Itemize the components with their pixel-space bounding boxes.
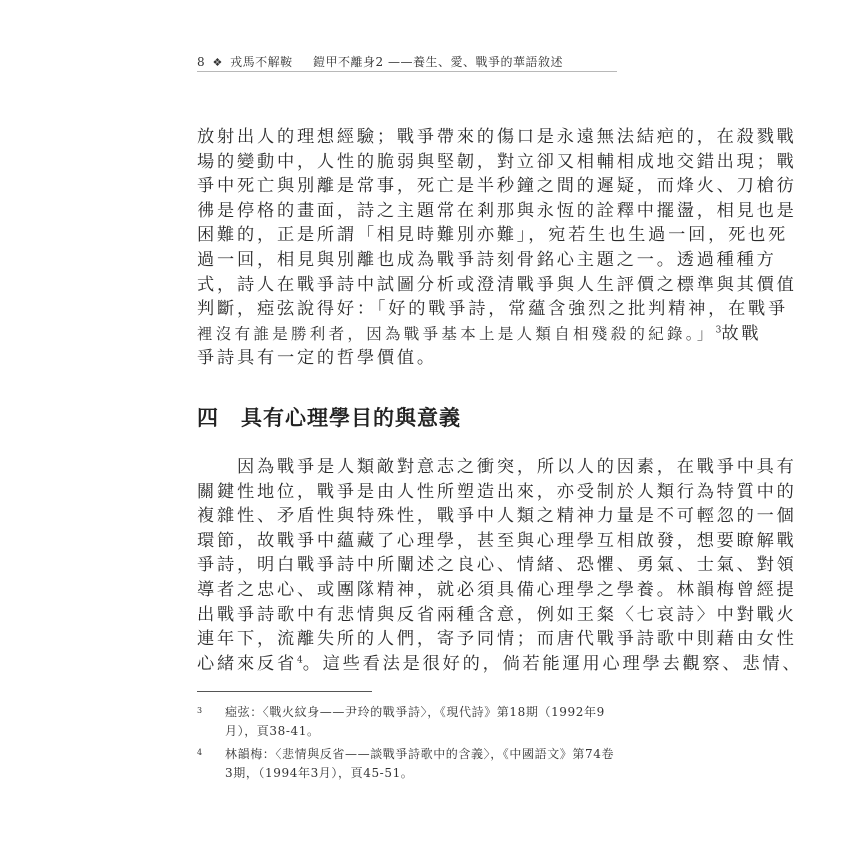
paragraph-1 [197, 125, 797, 371]
page-number: 8 [197, 55, 206, 69]
text-line: 爭中死亡與別離是常事，死亡是半秒鐘之間的遲疑，而烽火、刀槍彷 [197, 176, 797, 197]
text-line: 關鍵性地位，戰爭是由人性所塑造出來，亦受制於人類行為特質中的 [197, 481, 797, 502]
section-title: 具有心理學目的與意義 [241, 405, 461, 430]
text-line: 爭詩具有一定的哲學價值。 [197, 348, 437, 369]
text-line: 因為戰爭是人類敵對意志之衝突，所以人的因素，在戰爭中具有 [237, 457, 797, 477]
text-line: 場的變動中，人性的脆弱與堅韌，對立卻又相輔相成地交錯出現；戰 [197, 151, 797, 172]
text-line: 困難的，正是所謂「相見時難別亦難」，宛若生也生過一回，死也死 [197, 225, 789, 246]
paragraph-2 [197, 455, 803, 676]
text-fragment: 心緒來反省 [197, 653, 297, 674]
footnote-text: 林韻梅：〈悲情與反省——談戰爭詩歌中的含義〉，《中國語文》第74卷3期，（1994年3月），頁45-51。 [225, 747, 615, 780]
footnote-rule [197, 691, 372, 692]
footnote-number: 3 [197, 706, 203, 715]
text-line: 出戰爭詩歌中有悲情與反省兩種含意，例如王粲〈七哀詩〉中對戰火 [197, 604, 797, 625]
text-line: 判斷，瘂弦說得好：「好的戰爭詩，常蘊含強烈之批判精神，在戰爭 [197, 299, 789, 320]
footnote-3 [197, 703, 617, 741]
section-heading [197, 402, 461, 432]
footnote-4 [197, 745, 617, 783]
footnotes [197, 703, 617, 783]
header-rule [197, 71, 617, 72]
text-line [197, 652, 803, 677]
ornament-icon: ❖ [212, 56, 223, 69]
quoted-text: 裡沒有誰是勝利者，因為戰爭基本上是人類自相殘殺的紀錄。」 [197, 324, 716, 343]
footnote-ref-3[interactable]: 3 [715, 325, 722, 336]
footnote-ref-4[interactable]: 4 [296, 655, 303, 666]
text-fragment: 。這些看法是很好的，倘若能運用心理學去觀察、悲情、 [302, 653, 803, 674]
text-line: 彿是停格的畫面，詩之主題常在剎那與永恆的詮釋中擺盪，相見也是 [197, 200, 797, 221]
running-head [197, 53, 617, 70]
text-line: 式，詩人在戰爭詩中試圖分析或澄清戰爭與人生評價之標準與其價值 [197, 274, 797, 295]
text-line: 過一回，相見與別離也成為戰爭詩刻骨銘心主題之一。透過種種方 [197, 249, 777, 270]
text-line: 導者之忠心、或團隊精神，就必須具備心理學之學養。林韻梅曾經提 [197, 579, 797, 600]
series-title: 戎馬不解鞍 [230, 55, 293, 69]
text-line [197, 322, 762, 347]
text-line: 爭詩，明白戰爭詩中所闡述之良心、情緒、恐懼、勇氣、士氣、對領 [197, 555, 797, 576]
section-number: 四 [197, 405, 219, 430]
text-line: 連年下，流離失所的人們，寄予同情；而唐代戰爭詩歌中則藉由女性 [197, 629, 797, 650]
book-title: 鎧甲不離身2 ——養生、愛、戰爭的華語敘述 [313, 55, 563, 69]
footnote-number: 4 [197, 748, 203, 757]
footnote-text: 瘂弦：〈戰火紋身——尹玲的戰爭詩〉，《現代詩》第18期（1992年9月），頁38-41。 [225, 705, 605, 738]
text-fragment: 故戰 [721, 323, 762, 344]
text-line: 複雜性、矛盾性與特殊性，戰爭中人類之精神力量是不可輕忽的一個 [197, 506, 797, 527]
text-line: 放射出人的理想經驗；戰爭帶來的傷口是永遠無法結疤的，在殺戮戰 [197, 127, 797, 147]
text-line: 環節，故戰爭中蘊藏了心理學，甚至與心理學互相啟發，想要瞭解戰 [197, 530, 797, 551]
